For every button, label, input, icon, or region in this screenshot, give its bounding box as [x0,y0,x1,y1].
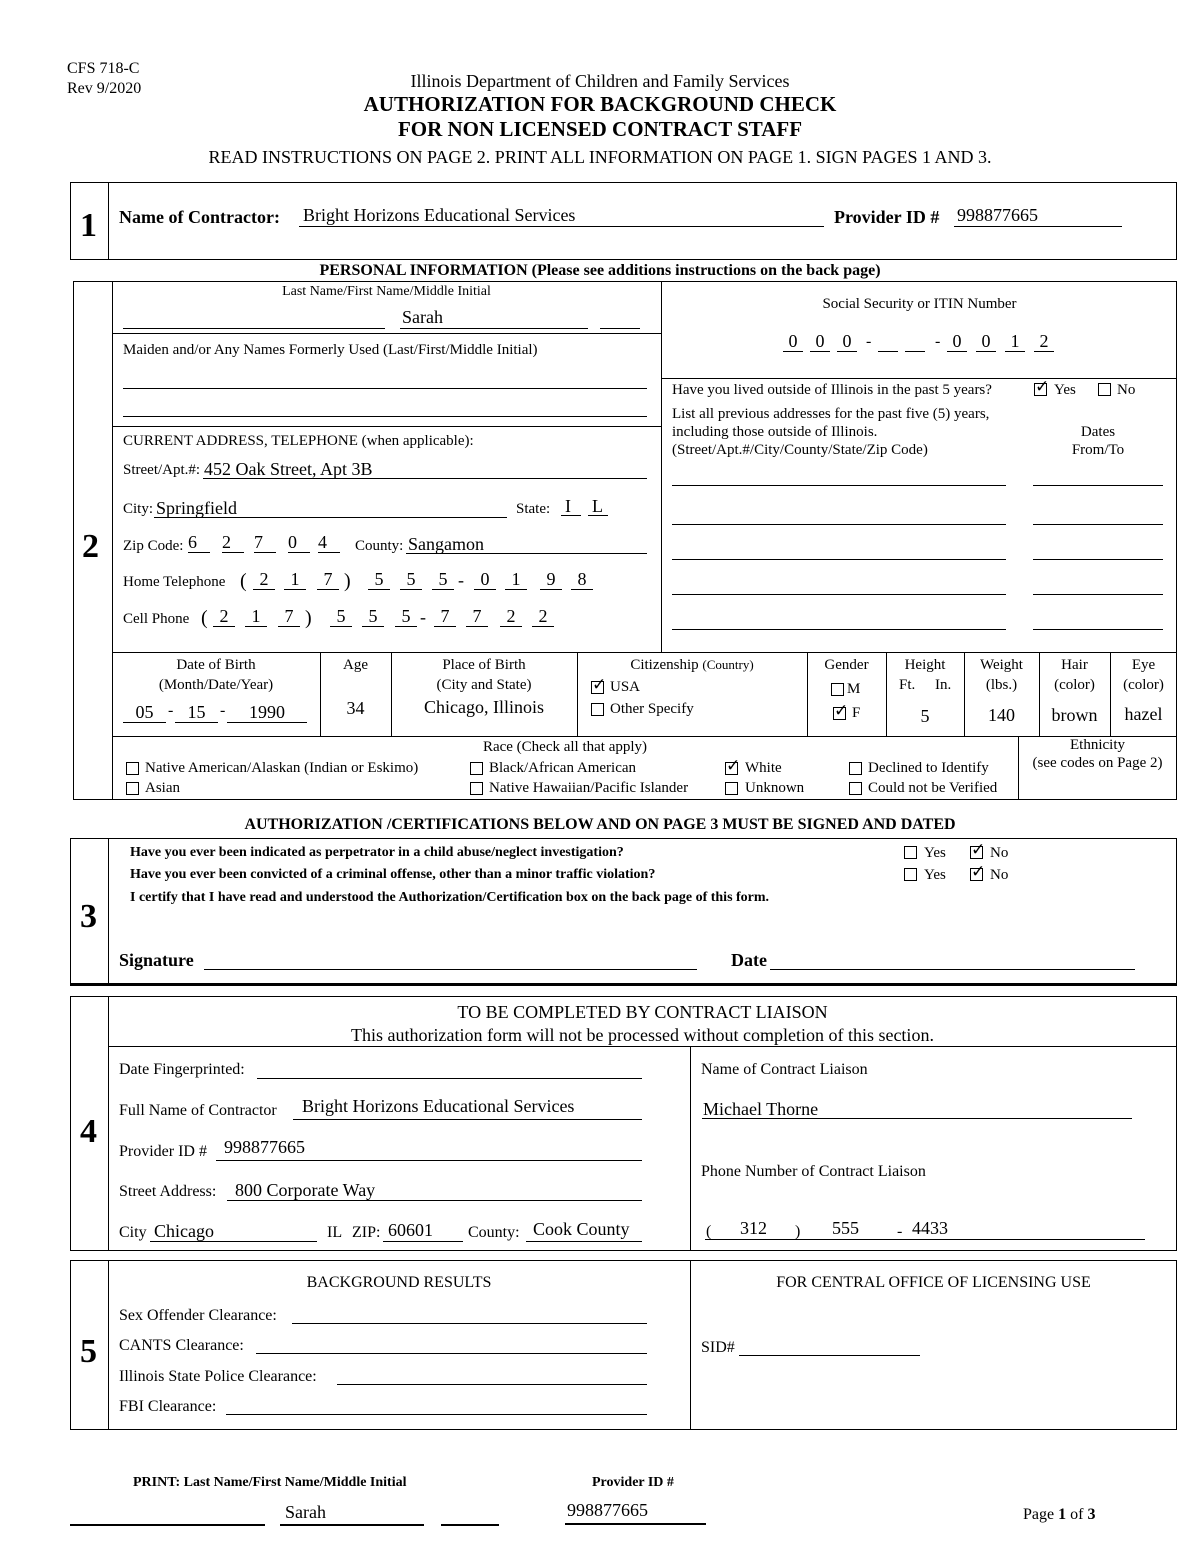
sid-line[interactable] [739,1355,920,1356]
dates-label: Dates [1080,424,1116,440]
lived-outside-yes-checkbox[interactable] [1034,383,1047,396]
height-in-label: In. [935,677,952,693]
phone-digit[interactable]: 7 [440,606,450,626]
signature-line[interactable] [204,969,697,970]
phone-digit[interactable]: 2 [219,606,229,626]
maiden-name-line-1[interactable] [123,388,647,389]
provider-id-field[interactable]: 998877665 [957,205,1038,225]
lived-outside-question: Have you lived outside of Illinois in the past 5 years? [672,382,992,398]
phone-digit[interactable]: 5 [336,606,346,626]
ssn-digit[interactable]: 0 [981,331,991,351]
liaison-phone-area-field[interactable]: 312 [740,1218,767,1238]
section-4-number: 4 [80,1113,97,1150]
race-asian-label: Asian [145,780,180,796]
usa-label: USA [610,679,641,695]
criminal-question: Have you ever been convicted of a criminal offense, other than a minor traffic violation? [130,867,656,882]
prev-address-instructions-2: including those outside of Illinois. [672,424,878,440]
dob-format-label: (Month/Date/Year) [158,677,274,693]
previous-address-dates-line[interactable] [1033,524,1163,525]
city-field[interactable]: Springfield [156,498,237,518]
race-native-american-checkbox[interactable] [126,762,139,775]
liaison-zip-field[interactable]: 60601 [388,1220,433,1240]
ssn-digit[interactable]: 0 [815,331,825,351]
phone-digit[interactable]: 0 [480,569,490,589]
state-label: State: [516,501,551,517]
city-label: City: [123,501,154,517]
ssn-separator: - [935,333,941,350]
current-address-label: CURRENT ADDRESS, TELEPHONE (when applicable): [123,433,474,449]
cants-label: CANTS Clearance: [119,1337,244,1354]
age-label: Age [343,657,368,673]
weight-label: Weight [980,657,1023,673]
race-hawaiian-checkbox[interactable] [470,782,483,795]
phone-digit[interactable]: 7 [323,569,333,589]
provider-id-label: Provider ID # [834,207,940,227]
yes-label: Yes [1054,382,1076,398]
phone-digit[interactable]: 8 [577,569,587,589]
abuse-yes-checkbox[interactable] [904,846,917,859]
ethnicity-sub-label: (see codes on Page 2) [1032,755,1163,771]
contractor-label: Name of Contractor: [119,207,280,227]
ssn-label: Social Security or ITIN Number [822,296,1017,312]
liaison-county-field[interactable]: Cook County [533,1219,630,1239]
form-title-line2: FOR NON LICENSED CONTRACT STAFF [397,117,803,141]
zip-digit[interactable]: 7 [254,532,263,552]
weight-field[interactable]: 140 [988,705,1015,725]
gender-label: Gender [824,657,869,673]
footer-provider-id-field[interactable]: 998877665 [567,1500,648,1520]
pob-label: Place of Birth [442,657,526,673]
zip-digit[interactable]: 6 [188,532,197,552]
liaison-phone-prefix-field[interactable]: 555 [832,1218,859,1238]
weight-unit-label: (lbs.) [985,677,1018,693]
maiden-name-line-2[interactable] [123,416,647,417]
race-label: Race (Check all that apply) [482,739,648,755]
section-2-number: 2 [82,528,99,565]
street-label: Street/Apt.#: [123,462,201,478]
liaison-state-label: IL [327,1224,343,1241]
prev-address-instructions-3: (Street/Apt.#/City/County/State/Zip Code) [672,442,928,458]
pob-format-label: (City and State) [436,677,532,693]
gender-f-label: F [852,705,861,721]
section-3-number: 3 [80,898,97,935]
liaison-zip-label: ZIP: [352,1224,381,1241]
phone-digit[interactable]: 5 [368,606,378,626]
liaison-heading: TO BE COMPLETED BY CONTRACT LIAISON [457,1002,828,1022]
dob-month-field[interactable]: 05 [135,702,154,722]
race-not-verified-label: Could not be Verified [868,780,998,796]
ssn-digit[interactable]: 2 [1039,331,1049,351]
race-declined-label: Declined to Identify [868,760,989,776]
cell-phone-label: Cell Phone [123,611,190,627]
personal-info-heading: PERSONAL INFORMATION (Please see additions instructions on the back page) [319,262,881,279]
dob-day-field[interactable]: 15 [187,702,206,722]
race-unknown-checkbox[interactable] [725,782,738,795]
ssn-digit[interactable]: 0 [842,331,852,351]
county-label: County: [355,538,404,554]
contract-liaison-name-label: Name of Contract Liaison [701,1061,868,1078]
footer-print-label: PRINT: Last Name/First Name/Middle Initial [133,1475,407,1490]
contractor-name-field[interactable]: Bright Horizons Educational Services [303,205,576,225]
phone-digit[interactable]: 2 [506,606,516,626]
date-line[interactable] [770,969,1135,970]
phone-digit[interactable]: 5 [401,606,411,626]
date-fingerprinted-label: Date Fingerprinted: [119,1061,245,1078]
eye-color-field[interactable]: hazel [1124,704,1163,724]
height-ft-label: Ft. [899,677,916,693]
phone-digit[interactable]: 1 [290,569,300,589]
criminal-no-checkbox[interactable] [970,868,983,881]
previous-address-line[interactable] [672,594,1006,595]
height-label: Height [904,657,946,673]
citizenship-usa-checkbox[interactable] [591,681,604,694]
phone-digit[interactable]: 1 [511,569,521,589]
race-asian-checkbox[interactable] [126,782,139,795]
gender-m-label: M [847,681,861,697]
race-white-checkbox[interactable] [725,762,738,775]
race-hawaiian-label: Native Hawaiian/Pacific Islander [489,780,689,796]
ethnicity-label: Ethnicity [1070,737,1125,753]
isp-label: Illinois State Police Clearance: [119,1368,317,1385]
name-label: Last Name/First Name/Middle Initial [282,284,491,299]
maiden-name-label: Maiden and/or Any Names Formerly Used (Last/First/Middle Initial) [123,342,538,358]
state-letter-1[interactable]: I [565,496,571,516]
race-white-label: White [745,760,782,776]
criminal-yes-checkbox[interactable] [904,868,917,881]
lived-outside-no-checkbox[interactable] [1098,383,1111,396]
previous-address-dates-line[interactable] [1033,559,1163,560]
dob-label: Date of Birth [176,657,256,673]
authorization-heading: AUTHORIZATION /CERTIFICATIONS BELOW AND ON PAGE 3 MUST BE SIGNED AND DATED [244,816,956,833]
liaison-phone-line-field[interactable]: 4433 [912,1218,948,1238]
ssn-digit[interactable]: 0 [788,331,798,351]
gender-f-checkbox[interactable] [833,707,846,720]
race-native-american-label: Native American/Alaskan (Indian or Eskimo) [145,760,419,776]
central-office-heading: FOR CENTRAL OFFICE OF LICENSING USE [776,1274,1091,1291]
fbi-line[interactable] [226,1414,647,1415]
sid-label: SID# [701,1339,735,1356]
phone-digit[interactable]: 5 [438,569,448,589]
citizenship-label: Citizenship (Country) [630,657,754,673]
full-name-contractor-label: Full Name of Contractor [119,1102,277,1119]
phone-digit[interactable]: 9 [546,569,556,589]
form-instructions: READ INSTRUCTIONS ON PAGE 2. PRINT ALL INFORMATION ON PAGE 1. SIGN PAGES 1 AND 3. [208,147,992,167]
isp-line[interactable] [337,1384,647,1385]
contract-liaison-name-field[interactable]: Michael Thorne [703,1099,819,1119]
phone-digit[interactable]: 7 [284,606,294,626]
ssn-separator: - [866,333,872,350]
race-unknown-label: Unknown [745,780,805,796]
ssn-digit[interactable]: 1 [1010,331,1020,351]
footer-provider-label: Provider ID # [592,1475,674,1490]
eye-label: Eye [1131,657,1156,673]
previous-address-dates-line[interactable] [1033,629,1163,630]
hair-color-field[interactable]: brown [1051,705,1098,725]
phone-digit[interactable]: 1 [251,606,261,626]
pob-field[interactable]: Chicago, Illinois [424,697,544,717]
phone-digit[interactable]: 2 [259,569,269,589]
previous-address-dates-line[interactable] [1033,485,1163,486]
first-name-field[interactable]: Sarah [402,307,443,327]
liaison-provider-id-label: Provider ID # [119,1143,207,1160]
phone-digit[interactable]: 5 [374,569,384,589]
cants-line[interactable] [256,1353,647,1354]
liaison-phone-label: Phone Number of Contract Liaison [701,1163,926,1180]
dob-year-field[interactable]: 1990 [249,702,285,722]
section-5-number: 5 [80,1333,97,1370]
zip-digit[interactable]: 0 [288,532,297,552]
height-field[interactable]: 5 [920,706,930,726]
abuse-question: Have you ever been indicated as perpetrator in a child abuse/neglect investigation? [130,845,624,860]
gender-m-checkbox[interactable] [831,683,844,696]
background-results-heading: BACKGROUND RESULTS [306,1274,492,1291]
date-label: Date [731,950,767,970]
signature-label: Signature [119,950,194,970]
race-not-verified-checkbox[interactable] [849,782,862,795]
liaison-subheading: This authorization form will not be processed without completion of this section. [351,1025,934,1045]
county-field[interactable]: Sangamon [408,534,484,554]
hair-sub-label: (color) [1054,677,1095,693]
date-fingerprinted-line[interactable] [257,1078,642,1079]
ssn-digit[interactable]: 0 [952,331,962,351]
previous-address-line[interactable] [672,559,1006,560]
agency-name: Illinois Department of Children and Family Services [410,71,790,91]
dates-from-to-label: From/To [1071,442,1125,458]
home-phone-label: Home Telephone [123,574,226,590]
street-address-label: Street Address: [119,1183,217,1200]
form-title-line1: AUTHORIZATION FOR BACKGROUND CHECK [363,92,837,116]
form-number: CFS 718-C [67,60,140,77]
liaison-city-label: City [119,1224,147,1241]
form-revision: Rev 9/2020 [67,80,142,97]
prev-address-instructions-1: List all previous addresses for the past five (5) years, [672,406,990,422]
race-declined-checkbox[interactable] [849,762,862,775]
footer-first-name-field[interactable]: Sarah [285,1502,326,1522]
phone-digit[interactable]: 7 [472,606,482,626]
zip-digit[interactable]: 4 [318,532,327,552]
abuse-no-checkbox[interactable] [970,846,983,859]
hair-label: Hair [1061,657,1088,673]
zip-label: Zip Code: [123,538,184,554]
full-name-contractor-field[interactable]: Bright Horizons Educational Services [302,1096,575,1116]
certify-statement: I certify that I have read and understood the Authorization/Certification box on the back page of this form. [130,890,770,905]
race-black-checkbox[interactable] [470,762,483,775]
sex-offender-line[interactable] [292,1323,647,1324]
citizenship-other-checkbox[interactable] [591,703,604,716]
age-field[interactable]: 34 [346,698,365,718]
no-label: No [1117,382,1136,398]
page-number: Page 1 of 3 [1023,1506,1096,1523]
liaison-county-label: County: [468,1224,520,1241]
zip-digit[interactable]: 2 [222,532,231,552]
liaison-provider-id-field[interactable]: 998877665 [224,1137,305,1157]
section-1-number: 1 [80,207,97,244]
state-letter-2[interactable]: L [592,496,603,516]
other-specify-label: Other Specify [610,701,694,717]
previous-address-dates-line[interactable] [1033,594,1163,595]
race-black-label: Black/African American [489,760,637,776]
street-field[interactable]: 452 Oak Street, Apt 3B [204,459,373,479]
fbi-label: FBI Clearance: [119,1398,217,1415]
liaison-city-field[interactable]: Chicago [154,1221,214,1241]
phone-digit[interactable]: 5 [406,569,416,589]
previous-address-line[interactable] [672,485,1006,486]
previous-address-line[interactable] [672,524,1006,525]
street-address-field[interactable]: 800 Corporate Way [235,1180,376,1200]
phone-digit[interactable]: 2 [538,606,548,626]
previous-address-line[interactable] [672,629,1006,630]
sex-offender-label: Sex Offender Clearance: [119,1307,277,1324]
eye-sub-label: (color) [1123,677,1164,693]
